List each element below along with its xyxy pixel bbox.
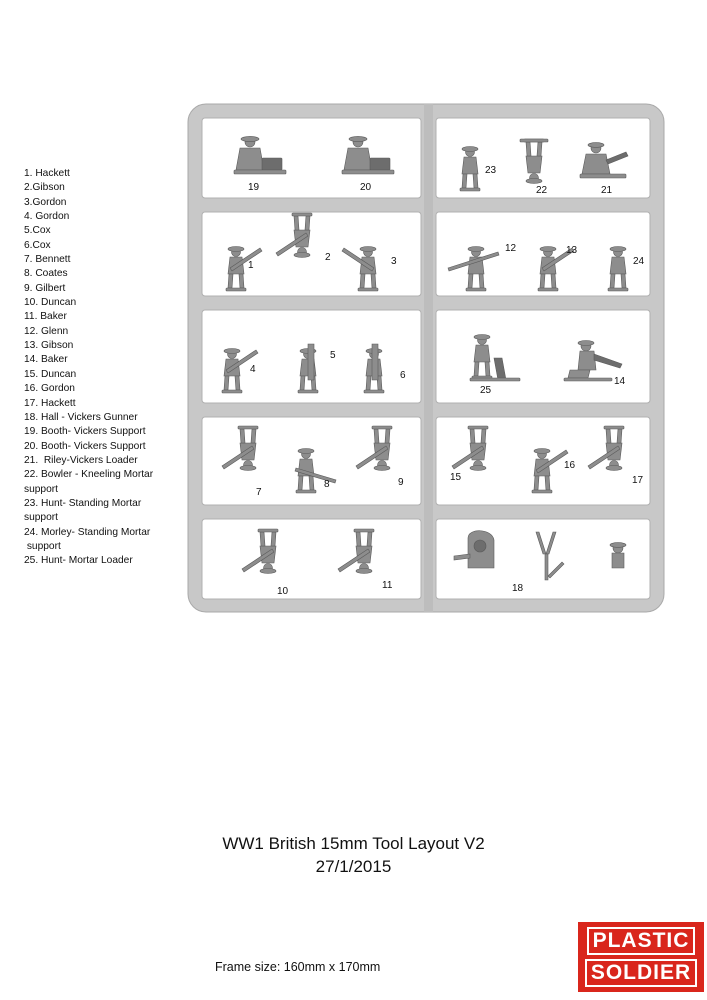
legend-item: support [24, 483, 58, 495]
legend-item: 21. Riley-Vickers Loader [24, 454, 138, 466]
label-21: 21 [601, 185, 613, 196]
label-2: 2 [325, 252, 331, 263]
sprue-frame [186, 102, 666, 614]
label-6: 6 [400, 370, 406, 381]
document-date: 27/1/2015 [315, 857, 392, 876]
legend-item: 2.Gibson [24, 182, 65, 194]
label-7: 7 [256, 487, 262, 498]
legend-item: 18. Hall - Vickers Gunner [24, 411, 138, 423]
label-19: 19 [248, 182, 260, 193]
legend-item: 12. Glenn [24, 325, 69, 337]
label-18: 18 [512, 583, 524, 594]
label-16: 16 [564, 460, 576, 471]
legend-item: support [24, 512, 58, 524]
sprue-center-bar [424, 104, 433, 612]
legend-item: 13. Gibson [24, 340, 74, 352]
label-9: 9 [398, 477, 404, 488]
label-11: 11 [382, 580, 393, 591]
legend-item: 15. Duncan [24, 368, 77, 380]
legend-item: 20. Booth- Vickers Support [24, 440, 146, 452]
legend-item: 10. Duncan [24, 297, 77, 309]
legend-item: 22. Bowler - Kneeling Mortar [24, 469, 154, 481]
label-17: 17 [632, 475, 644, 486]
label-12: 12 [505, 243, 517, 254]
label-3: 3 [391, 256, 397, 267]
legend-item: 14. Baker [24, 354, 68, 366]
label-15: 15 [450, 472, 462, 483]
legend-item: 11. Baker [24, 311, 67, 323]
legend-item: 23. Hunt- Standing Mortar [24, 497, 142, 509]
document-title: WW1 British 15mm Tool Layout V2 [222, 834, 485, 853]
legend-item: 24. Morley- Standing Mortar [24, 526, 151, 538]
legend-item: 17. Hackett [24, 397, 76, 409]
legend-item: 16. Gordon [24, 383, 75, 395]
label-10: 10 [277, 586, 289, 597]
cell-right-3 [436, 310, 650, 403]
logo-word-soldier: SOLDIER [585, 959, 697, 987]
label-24: 24 [633, 256, 645, 267]
legend-item: 1. Hackett [24, 168, 70, 179]
label-23: 23 [485, 165, 497, 176]
label-1: 1 [248, 260, 254, 271]
legend-item: 25. Hunt- Mortar Loader [24, 555, 133, 567]
label-13: 13 [566, 245, 578, 256]
legend-item: 8. Coates [24, 268, 68, 280]
legend-item: 6.Cox [24, 239, 51, 251]
legend-item: 5.Cox [24, 225, 51, 237]
legend-item: 7. Bennett [24, 254, 71, 266]
legend-item: 4. Gordon [24, 211, 70, 223]
label-14: 14 [614, 376, 626, 387]
label-20: 20 [360, 182, 372, 193]
logo-word-plastic: PLASTIC [587, 927, 696, 955]
legend-item: 19. Booth- Vickers Support [24, 426, 146, 438]
legend-item: support [24, 540, 61, 552]
small-bust [610, 543, 626, 568]
label-25: 25 [480, 385, 492, 396]
label-5: 5 [330, 350, 336, 361]
figure-legend [24, 167, 153, 569]
legend-item: 3.Gordon [24, 196, 67, 208]
frame-size-note: Frame size: 160mm x 170mm [215, 960, 381, 974]
label-4: 4 [250, 364, 256, 375]
plastic-soldier-logo [578, 922, 704, 992]
legend-item: 9. Gilbert [24, 282, 66, 294]
label-8: 8 [324, 479, 330, 490]
label-22: 22 [536, 185, 548, 196]
